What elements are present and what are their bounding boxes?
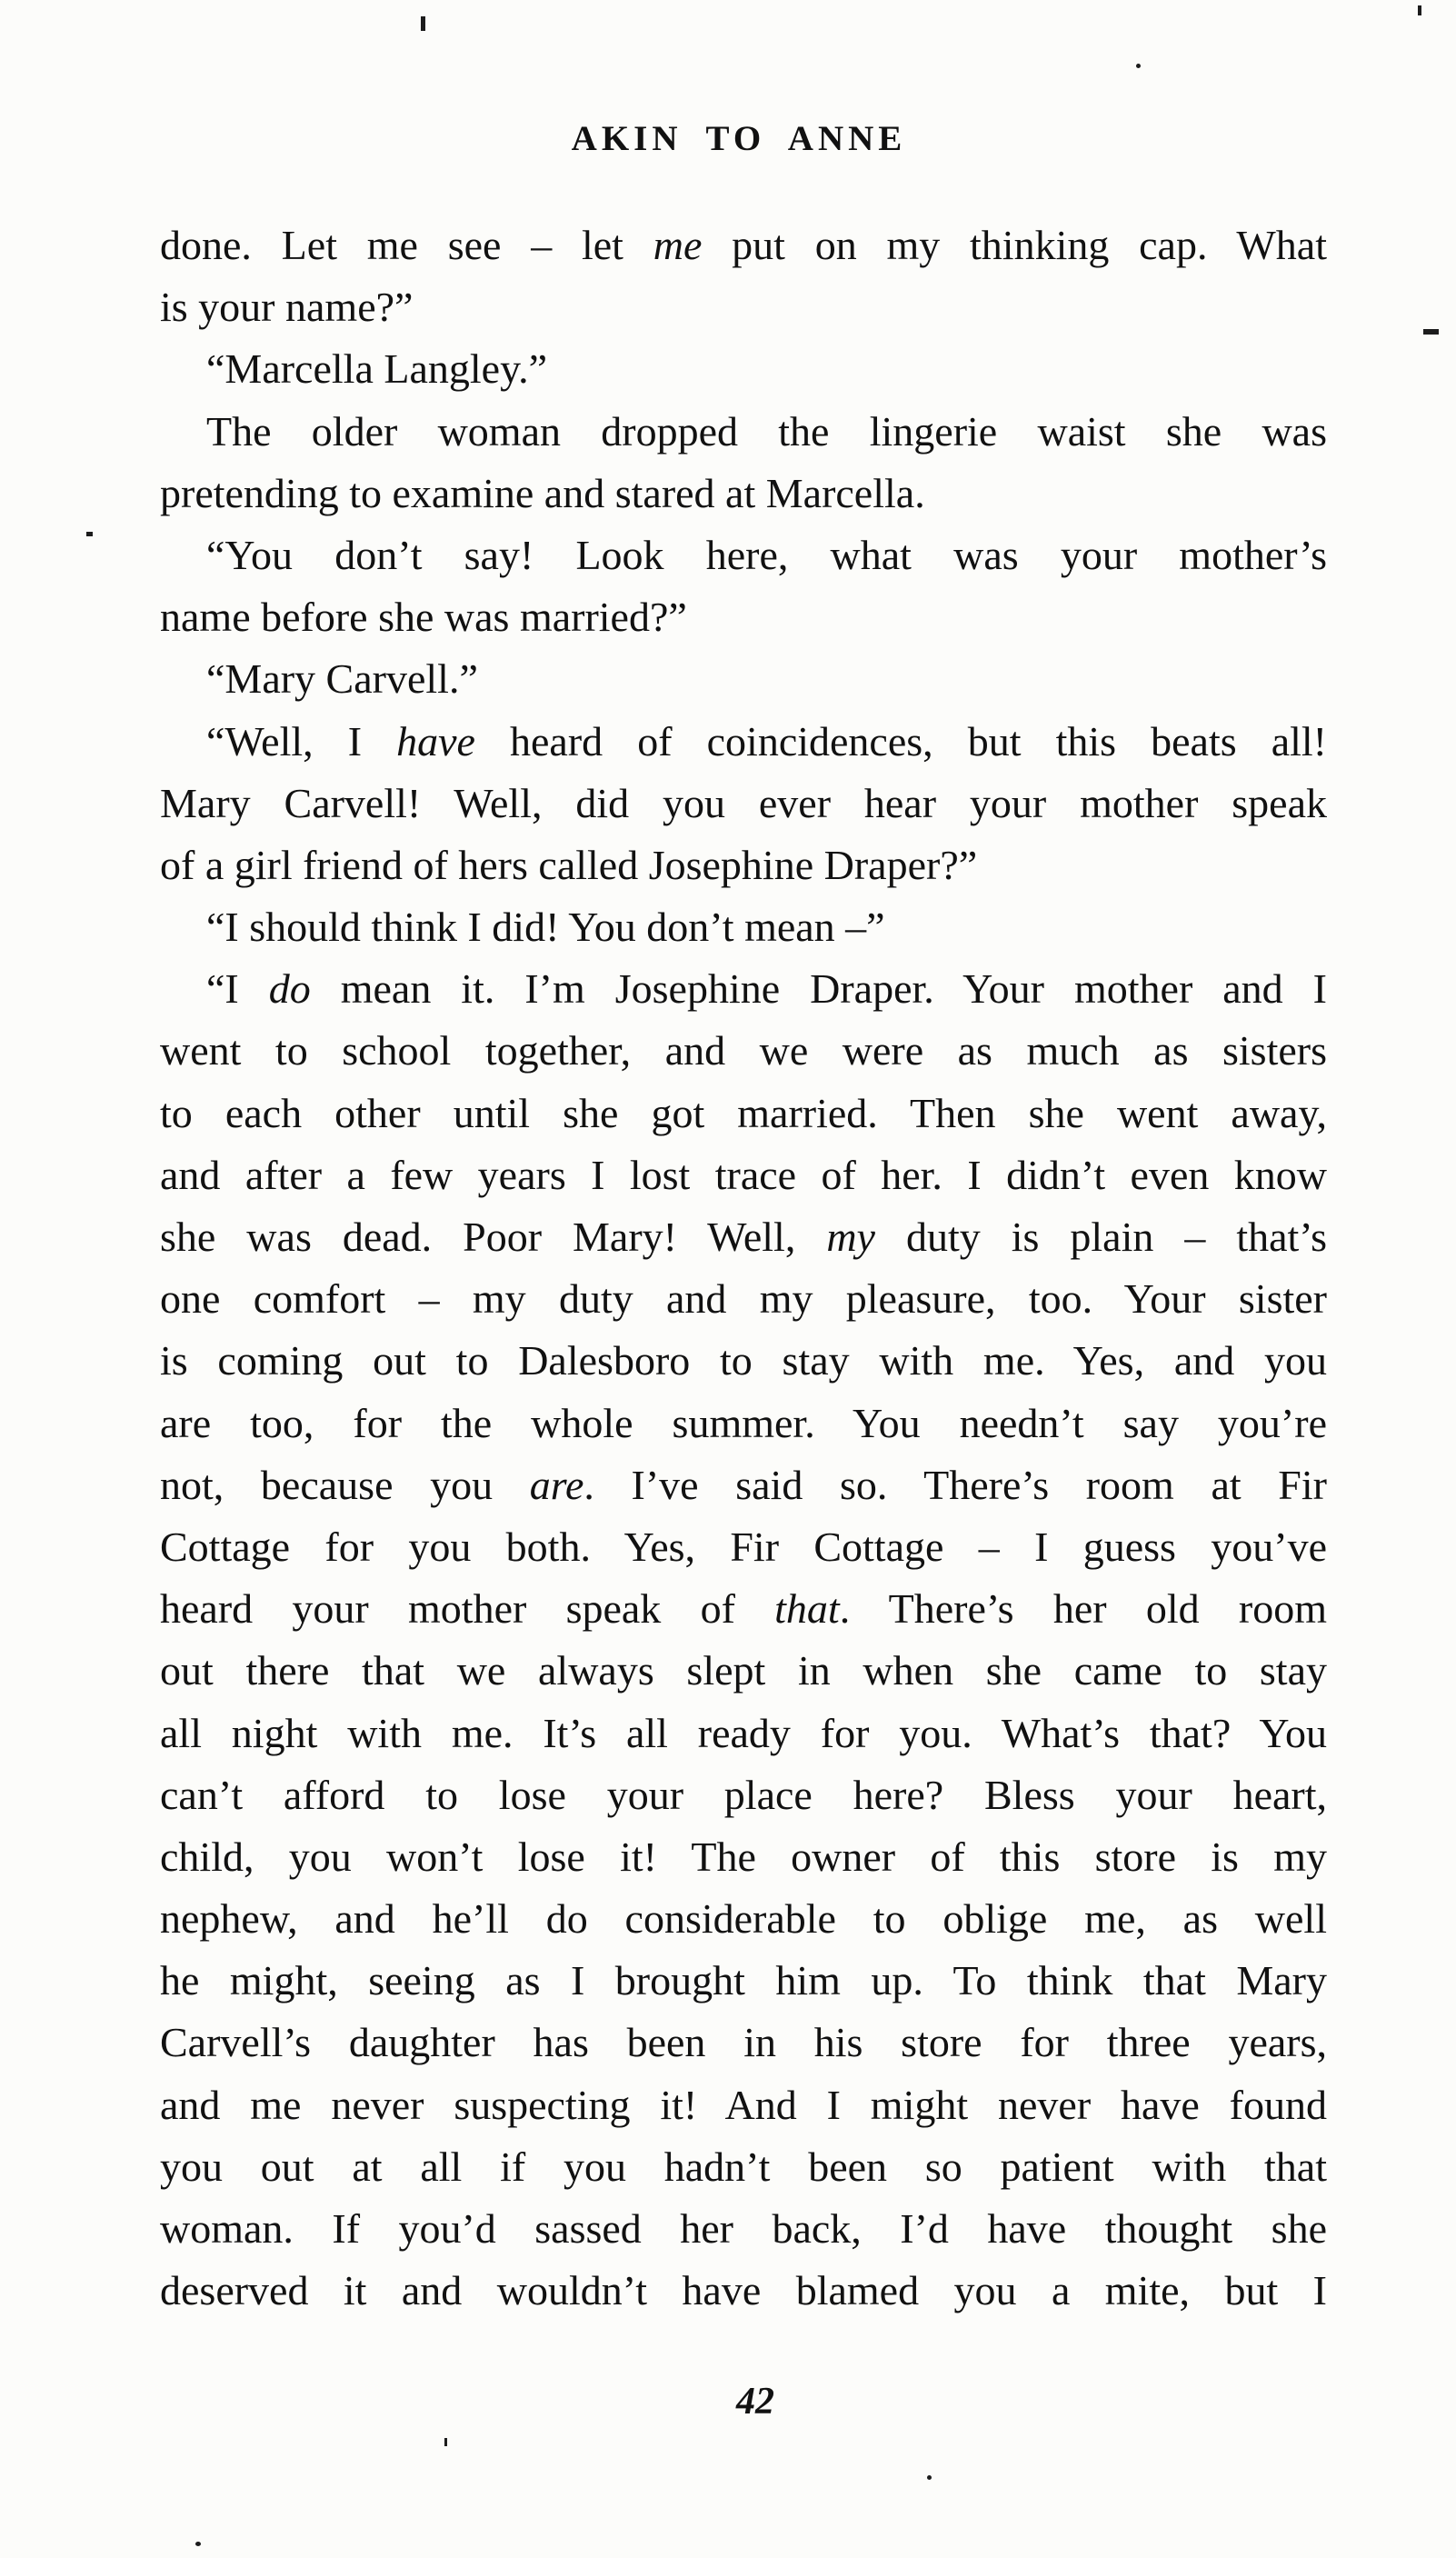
text-line: “Marcella Langley.” (206, 345, 548, 393)
text-line: one comfort – my duty and my pleasure, too. Your sister (160, 1275, 1327, 1323)
scan-speck (1423, 329, 1439, 335)
scan-speck (1136, 64, 1141, 68)
text-line: of a girl friend of hers called Josephine Draper?” (160, 841, 978, 888)
text-line: “You don’t say! Look here, what was your mother’s (206, 531, 1327, 578)
text-line: name before she was married?” (160, 594, 687, 641)
text-line: she was dead. Poor Mary! Well, my duty is plain – that’s (160, 1214, 1327, 1260)
text-line: is coming out to Dalesboro to stay with me. Yes, and you (160, 1337, 1327, 1384)
text-line: he might, seeing as I brought him up. To think that Mary (160, 1957, 1327, 2004)
text-line: is your name?” (160, 284, 414, 331)
text-line: woman. If you’d sassed her back, I’d have thought she (160, 2205, 1327, 2252)
scan-speck (195, 2542, 201, 2546)
scan-speck (421, 16, 425, 31)
scan-speck (927, 2475, 932, 2480)
scan-speck (1418, 5, 1421, 15)
text-line: heard your mother speak of that. There’s her old room (160, 1585, 1327, 1633)
text-line: The older woman dropped the lingerie waist she was (206, 407, 1327, 455)
text-line: done. Let me see – let me put on my thinking cap. What (160, 222, 1327, 268)
text-line: not, because you are. I’ve said so. There’s room at Fir (160, 1461, 1327, 1508)
text-line: deserved it and wouldn’t have blamed you a mite, but I (160, 2267, 1327, 2314)
scan-speck (444, 2438, 447, 2446)
text-line: child, you won’t lose it! The owner of this store is my (160, 1833, 1327, 1880)
text-line: can’t afford to lose your place here? Bless your heart, (160, 1771, 1327, 1818)
text-line: Cottage for you both. Yes, Fir Cottage – I guess you’ve (160, 1523, 1327, 1570)
text-line: and me never suspecting it! And I might never have found (160, 2081, 1327, 2128)
text-line: all night with me. It’s all ready for you. What’s that? You (160, 1709, 1327, 1756)
text-line: to each other until she got married. Then she went away, (160, 1089, 1327, 1136)
page-number: 42 (736, 2381, 774, 2423)
text-line: out there that we always slept in when she came to stay (160, 1647, 1327, 1694)
text-line: are too, for the whole summer. You needn’t say you’re (160, 1399, 1327, 1446)
text-line: “I do mean it. I’m Josephine Draper. Your mother and I (206, 965, 1327, 1013)
text-line: you out at all if you hadn’t been so patient with that (160, 2143, 1327, 2190)
text-line: Carvell’s daughter has been in his store for three years, (160, 2019, 1327, 2066)
text-line: “Mary Carvell.” (206, 655, 478, 703)
scan-speck (86, 532, 93, 536)
text-line: nephew, and he’ll do considerable to oblige me, as well (160, 1895, 1327, 1943)
running-header: AKIN TO ANNE (571, 119, 907, 158)
text-line: pretending to examine and stared at Marcella. (160, 469, 925, 516)
text-line: and after a few years I lost trace of her. I didn’t even know (160, 1151, 1327, 1198)
text-line: “I should think I did! You don’t mean –” (206, 904, 885, 951)
text-line: Mary Carvell! Well, did you ever hear your mother speak (160, 779, 1327, 826)
text-block (160, 215, 1327, 2322)
text-line: went to school together, and we were as much as sisters (160, 1027, 1327, 1074)
text-line: “Well, I have heard of coincidences, but this beats all! (206, 717, 1327, 764)
